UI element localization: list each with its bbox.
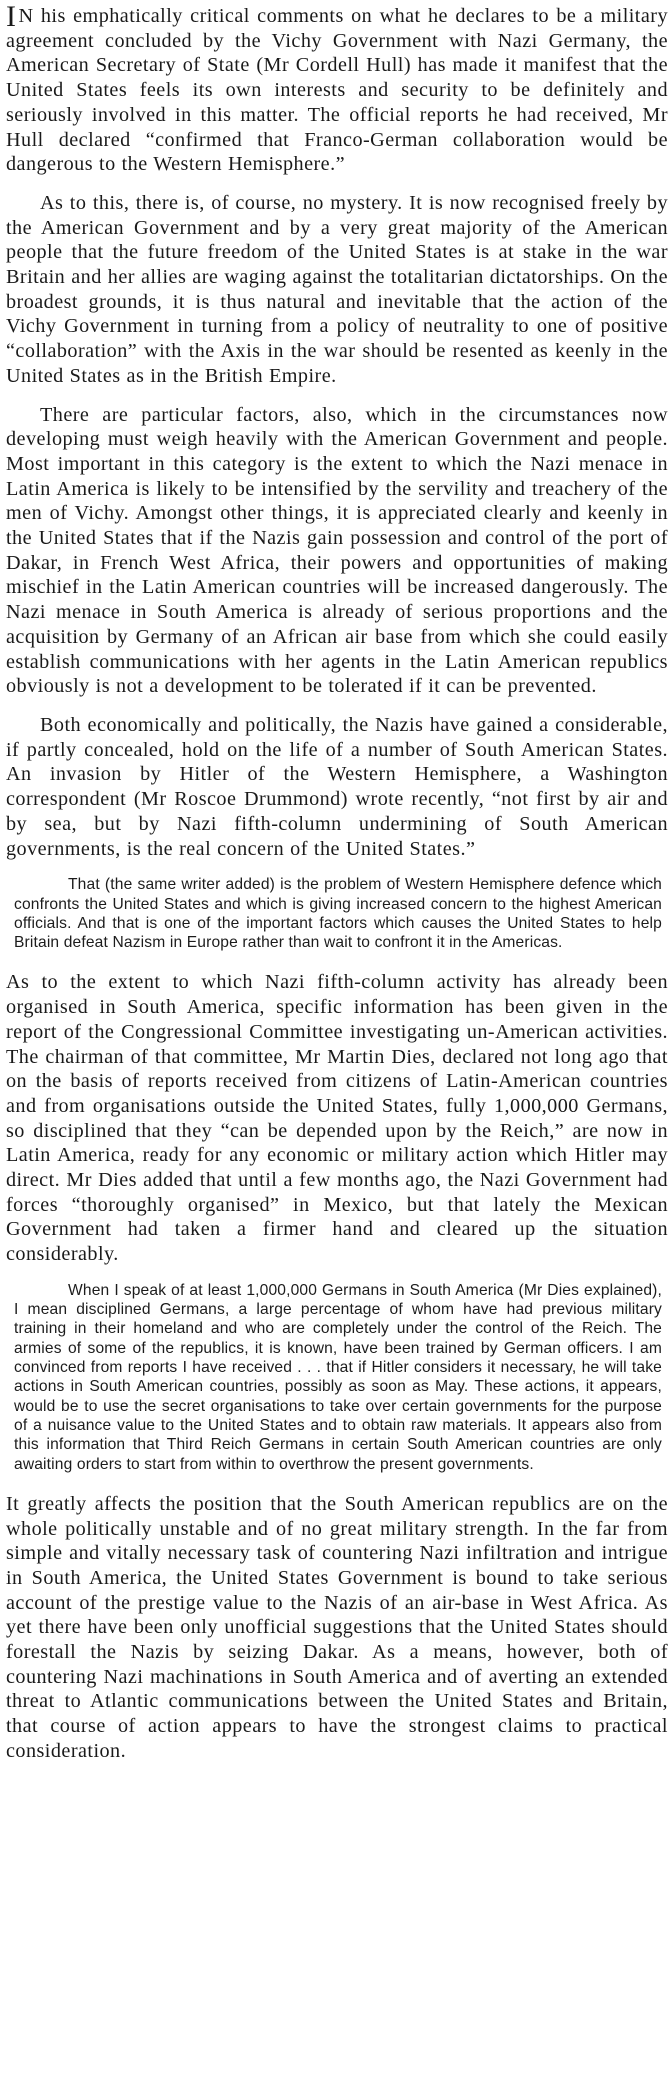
paragraph-6: It greatly affects the position that the South American republics are on the whole politically unstable and of no great military strength. In the far from simple and vitally necessary task of countering Nazi infiltration and intrigue in South America, the United States Government is bound to take serious account of the prestige value to the Nazis of an air-base in West Africa. As yet there have been only unofficial suggestions that the United States should forestall the Nazis by seizing Dakar. As a means, however, both of countering Nazi machinations in South America and of averting an extended threat to Atlantic communications between the United States and Britain, that course of action appears to have the strongest claims to practical consideration. [6,1492,668,1762]
paragraph-2: As to this, there is, of course, no mystery. It is now recognised freely by the American Government and by a very great majority of the American people that the future freedom of the United States is at stake in the war Britain and her allies are waging against the totalitarian dictatorships. On the broadest grounds, it is thus natural and inevitable that the action of the Vichy Government in turning from a policy of neutrality to one of positive “collaboration” with the Axis in the war should be resented as keenly in the United States as in the British Empire. [6,191,668,387]
paragraph-3: There are particular factors, also, which in the circumstances now developing must weigh heavily with the American Government and people. Most important in this category is the extent to which the Nazi menace in Latin America is likely to be intensified by the servility and treachery of the men of Vichy. Amongst other things, it is appreciated clearly and keenly in the United States that if the Nazis gain possession and control of the port of Dakar, in French West Africa, their powers and opportunities of making mischief in the Latin American countries will be increased dangerously. The Nazi menace in South America is already of serious proportions and the acquisition by Germany of an African air base from which she could easily establish communications with her agents in the Latin American republics obviously is not a development to be tolerated if it can be prevented. [6,403,668,698]
block-quote-1: That (the same writer added) is the problem of Western Hemisphere defence which confronts the United States and which is giving increased concern to the highest American officials. And that is one of the important factors which causes the United States to help Britain defeat Nazism in Europe rather than wait to confront it in the Americas. [14,876,662,952]
paragraph-1-text: N his emphatically critical comments on what he declares to be a military agreement concluded by the Vichy Government with Nazi Germany, the American Secretary of State (Mr Cordell Hull) has made it manifest that the United States feels its own interests and security to be definitely and seriously involved in this matter. The official reports he had received, Mr Hull declared “confirmed that Franco-German collaboration would be dangerous to the Western Hemisphere.” [6,5,668,176]
paragraph-4: Both economically and politically, the Nazis have gained a considerable, if partly concealed, hold on the life of a number of South American States. An invasion by Hitler of the Western Hemisphere, a Washington correspondent (Mr Roscoe Drummond) wrote recently, “not first by air and by sea, but by Nazi fifth-column undermining of South American governments, is the real concern of the United States.” [6,713,668,860]
paragraph-1 [6,4,668,177]
block-quote-2: When I speak of at least 1,000,000 Germans in South America (Mr Dies explained), I mean disciplined Germans, a large percentage of whom have had previous military training in their homeland and who are completely under the control of the Reich. The armies of some of the republics, it is known, have been trained by German officers. I am convinced from reports I have received . . . that if Hitler considers it necessary, he will take actions in South American countries, possibly as soon as May. These actions, it appears, would be to use the secret organisations to take over certain governments for the purpose of a nuisance value to the United States and to obtain raw materials. It appears also from this information that Third Reich Germans in certain South American countries are only awaiting orders to start from within to overthrow the present governments. [14,1281,662,1473]
drop-cap: I [6,4,17,33]
paragraph-5: As to the extent to which Nazi fifth-column activity has already been organised in South America, specific information has been given in the report of the Congressional Committee investigating un-American activities. The chairman of that committee, Mr Martin Dies, declared not long ago that on the basis of reports received from citizens of Latin-American countries and from organisations outside the United States, fully 1,000,000 Germans, so disciplined that they “can be depended upon by the Reich,” are now in Latin America, ready for any economic or military action which Hitler may direct. Mr Dies added that until a few months ago, the Nazi Government had forces “thoroughly organised” in Mexico, but that lately the Mexican Government had taken a firmer hand and cleared up the situation considerably. [6,971,668,1266]
